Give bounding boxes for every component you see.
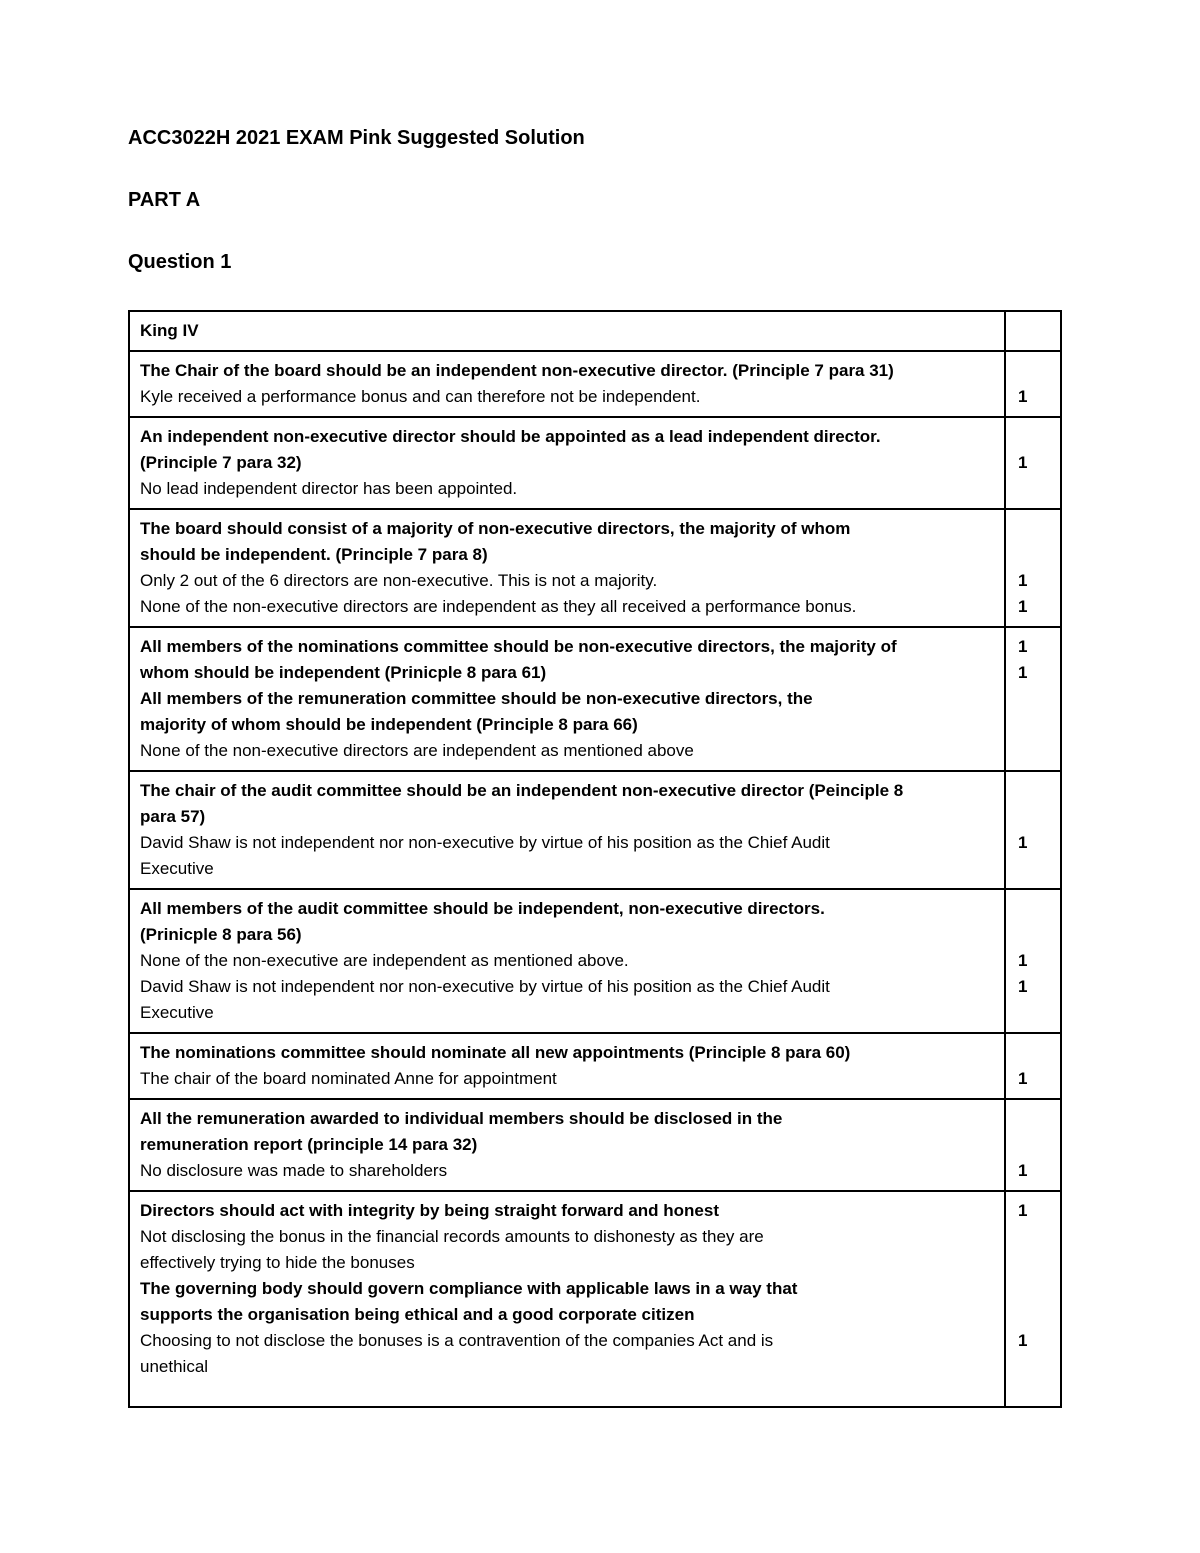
marks-cell <box>1005 351 1061 417</box>
table-row <box>129 771 1061 889</box>
table-body <box>129 311 1061 1407</box>
requirement-cell <box>129 771 1005 889</box>
explanation-line: David Shaw is not independent nor non-executive by virtue of his position as the Chief Audit <box>140 833 830 852</box>
requirement-line: An independent non-executive director should be appointed as a lead independent director. <box>140 427 881 446</box>
marks-cell <box>1005 1099 1061 1191</box>
requirement-cell <box>129 627 1005 771</box>
table-row <box>129 509 1061 627</box>
requirement-line: The governing body should govern compliance with applicable laws in a way that <box>140 1279 798 1298</box>
requirement-line: The nominations committee should nominate all new appointments (Principle 8 para 60) <box>140 1043 851 1062</box>
explanation-line: Only 2 out of the 6 directors are non-executive. This is not a majority. <box>140 571 658 590</box>
requirement-line: para 57) <box>140 807 206 826</box>
mark-value <box>1018 1040 1060 1066</box>
mark-value: 1 <box>1018 571 1028 590</box>
mark-value <box>1018 922 1060 948</box>
requirement-line: All members of the audit committee should be independent, non-executive directors. <box>140 899 825 918</box>
requirement-cell <box>129 509 1005 627</box>
mark-value <box>1018 896 1060 922</box>
mark-value: 1 <box>1018 453 1028 472</box>
table-row <box>129 1033 1061 1099</box>
table-row <box>129 1191 1061 1407</box>
king-iv-marks-table <box>128 310 1062 1408</box>
part-heading: PART A <box>128 189 201 211</box>
marks-cell <box>1005 509 1061 627</box>
document-title: ACC3022H 2021 EXAM Pink Suggested Solution <box>128 127 585 149</box>
explanation-line: No lead independent director has been appointed. <box>140 479 518 498</box>
requirement-cell <box>129 1191 1005 1407</box>
mark-value <box>1018 1302 1060 1328</box>
mark-value <box>1018 1106 1060 1132</box>
marks-cell <box>1005 417 1061 509</box>
requirement-line: The board should consist of a majority of non-executive directors, the majority of whom <box>140 519 851 538</box>
requirement-cell <box>129 1099 1005 1191</box>
explanation-line: None of the non-executive directors are independent as they all received a performance bonus. <box>140 597 857 616</box>
marks-cell <box>1005 771 1061 889</box>
mark-value <box>1018 424 1060 450</box>
mark-value: 1 <box>1018 951 1028 970</box>
requirement-line: The Chair of the board should be an independent non-executive director. (Principle 7 para 31) <box>140 361 894 380</box>
question-heading: Question 1 <box>128 251 232 273</box>
marks-cell <box>1005 627 1061 771</box>
explanation-line: unethical <box>140 1357 209 1376</box>
requirement-line: All members of the remuneration committee should be non-executive directors, the <box>140 689 813 708</box>
requirement-line: majority of whom should be independent (Principle 8 para 66) <box>140 715 638 734</box>
marks-cell <box>1005 1033 1061 1099</box>
requirement-cell <box>129 417 1005 509</box>
explanation-line: effectively trying to hide the bonuses <box>140 1253 415 1272</box>
table-row <box>129 1099 1061 1191</box>
requirement-line: Directors should act with integrity by being straight forward and honest <box>140 1201 720 1220</box>
explanation-line: Choosing to not disclose the bonuses is a contravention of the companies Act and is <box>140 1331 774 1350</box>
mark-value: 1 <box>1018 387 1028 406</box>
explanation-line: David Shaw is not independent nor non-executive by virtue of his position as the Chief Audit <box>140 977 830 996</box>
mark-value <box>1018 804 1060 830</box>
mark-value <box>1018 1276 1060 1302</box>
table-row <box>129 417 1061 509</box>
requirement-line: All members of the nominations committee should be non-executive directors, the majority of <box>140 637 897 656</box>
mark-value: 1 <box>1018 1331 1028 1350</box>
explanation-line: None of the non-executive directors are independent as mentioned above <box>140 741 694 760</box>
mark-value: 1 <box>1018 833 1028 852</box>
requirement-cell <box>129 351 1005 417</box>
explanation-line: No disclosure was made to shareholders <box>140 1161 448 1180</box>
requirement-line: The chair of the audit committee should be an independent non-executive director (Peinciple 8 <box>140 781 904 800</box>
requirement-line: supports the organisation being ethical and a good corporate citizen <box>140 1305 695 1324</box>
table-row <box>129 627 1061 771</box>
requirement-line: (Principle 7 para 32) <box>140 453 302 472</box>
table-header-row <box>129 311 1061 351</box>
mark-value <box>1018 358 1060 384</box>
mark-value: 1 <box>1018 977 1028 996</box>
table-row <box>129 351 1061 417</box>
mark-value <box>1018 1224 1060 1250</box>
mark-value: 1 <box>1018 1069 1028 1088</box>
requirement-cell <box>129 889 1005 1033</box>
mark-value <box>1018 1250 1060 1276</box>
mark-value: 1 <box>1018 1201 1028 1220</box>
requirement-line: (Prinicple 8 para 56) <box>140 925 302 944</box>
explanation-line: Not disclosing the bonus in the financial records amounts to dishonesty as they are <box>140 1227 764 1246</box>
mark-value: 1 <box>1018 1161 1028 1180</box>
mark-value: 1 <box>1018 663 1028 682</box>
table-row <box>129 889 1061 1033</box>
mark-value: 1 <box>1018 597 1028 616</box>
mark-value: 1 <box>1018 637 1028 656</box>
table-header-cell: King IV <box>129 311 1005 351</box>
requirement-line: All the remuneration awarded to individual members should be disclosed in the <box>140 1109 783 1128</box>
explanation-line: Executive <box>140 1003 214 1022</box>
marks-cell <box>1005 1191 1061 1407</box>
mark-value <box>1018 516 1060 542</box>
explanation-line: The chair of the board nominated Anne for appointment <box>140 1069 557 1088</box>
mark-value <box>1018 1132 1060 1158</box>
mark-value <box>1018 542 1060 568</box>
requirement-line: remuneration report (principle 14 para 32) <box>140 1135 478 1154</box>
explanation-line: Executive <box>140 859 214 878</box>
requirement-line: whom should be independent (Prinicple 8 para 61) <box>140 663 547 682</box>
requirement-cell <box>129 1033 1005 1099</box>
table-header-marks-cell <box>1005 311 1061 351</box>
explanation-line: None of the non-executive are independent as mentioned above. <box>140 951 629 970</box>
mark-value <box>1018 778 1060 804</box>
explanation-line: Kyle received a performance bonus and can therefore not be independent. <box>140 387 701 406</box>
marks-cell <box>1005 889 1061 1033</box>
requirement-line: should be independent. (Principle 7 para 8) <box>140 545 488 564</box>
